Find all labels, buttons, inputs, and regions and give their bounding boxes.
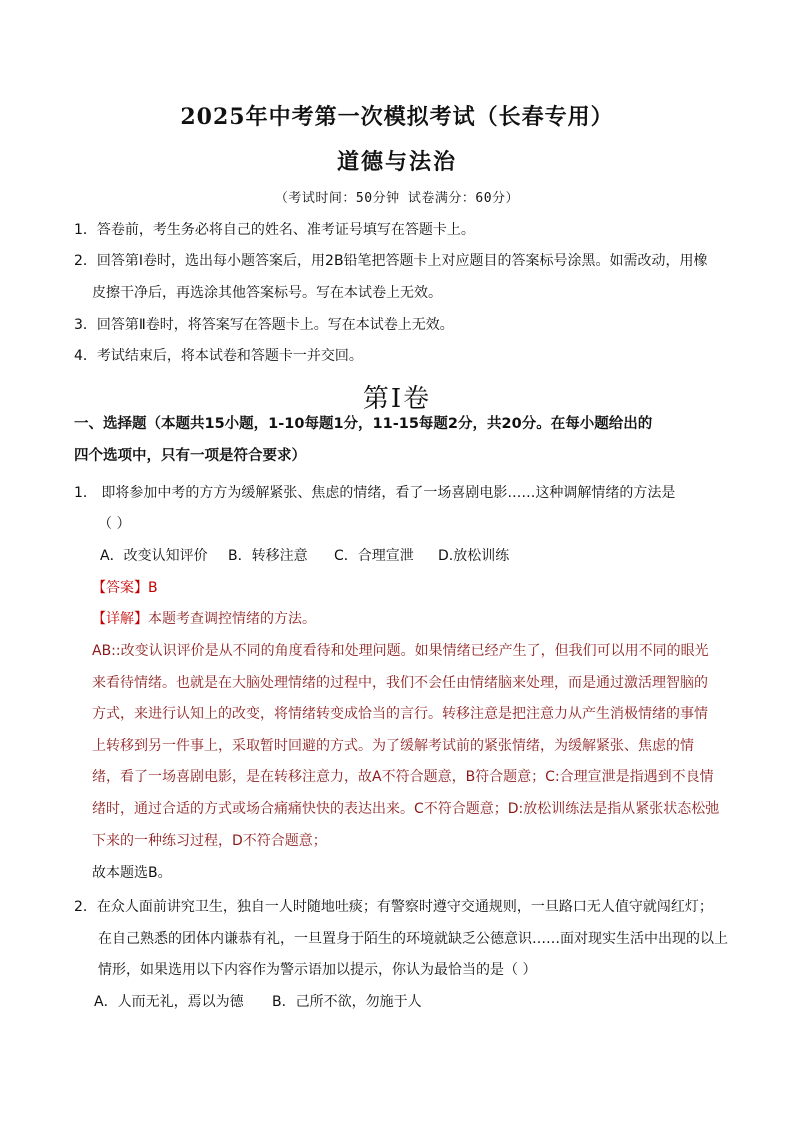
instruction-3: 3．回答第Ⅱ卷时，将答案写在答题卡上。写在本试卷上无效。 [74, 317, 454, 333]
answer-value: B [148, 580, 158, 596]
answer-label: 【答案】 [92, 580, 148, 596]
q1-option-c: C．合理宣泄 [334, 548, 414, 564]
explanation-line: 绪，看了一场喜剧电影，是在转移注意力，故A不符合题意，B符合题意；C:合理宣泄是指遇到不良情 [92, 769, 714, 785]
explanation-line: 方式，来进行认知上的改变，将情绪转变成恰当的言行。转移注意是把注意力从产生消极情绪的事情 [92, 706, 708, 722]
explanation-line: 来看待情绪。也就是在大脑处理情绪的过程中，我们不会任由情绪脑来处理，而是通过激活理智脑的 [92, 675, 708, 691]
explanation-line: 绪时，通过合适的方式或场合痛痛快快的表达出来。C不符合题意；D:放松训练法是指从紧张状态松弛 [92, 801, 720, 817]
q2-option-b: B．己所不欲，勿施于人 [272, 994, 422, 1010]
explanation-line: 上转移到另一件事上，采取暂时回避的方式。为了缓解考试前的紧张情绪，为缓解紧张、焦虑的情 [92, 738, 694, 754]
exam-title: 2025年中考第一次模拟考试（长春专用） [180, 104, 614, 130]
q1-option-a: A．改变认知评价 [100, 548, 208, 564]
volume-title: 第Ⅰ卷 [362, 384, 432, 414]
instruction-4: 4．考试结束后，将本试卷和答题卡一并交回。 [74, 348, 363, 364]
q2-option-a: A．人而无礼，焉以为德 [94, 994, 244, 1010]
explanation-line: AB::改变认识评价是从不同的角度看待和处理问题。如果情绪已经产生了，但我们可以用不同的眼光 [92, 643, 709, 659]
instruction-2: 2．回答第Ⅰ卷时，选出每小题答案后，用2B铅笔把答题卡上对应题目的答案标号涂黑。如需改动，用橡 [74, 253, 708, 269]
q1-blank: （ ） [98, 516, 131, 532]
exam-info: （考试时间：50分钟 试卷满分：60分） [274, 191, 520, 206]
section-heading-line2: 四个选项中，只有一项是符合要求） [74, 448, 306, 464]
q2-stem-line3: 情形，如果选用以下内容作为警示语加以提示，你认为最恰当的是（ ） [98, 962, 537, 978]
q1-answer [92, 578, 158, 598]
q1-option-d: D.放松训练 [438, 548, 510, 564]
detail-intro: 本题考查调控情绪的方法。 [148, 611, 316, 627]
instruction-2-cont: 皮擦干净后，再选涂其他答案标号。写在本试卷上无效。 [92, 285, 442, 301]
q2-stem-line2: 在自己熟悉的团体内谦恭有礼，一旦置身于陌生的环境就缺乏公德意识……面对现实生活中出现的以上 [98, 931, 728, 947]
q2-options [94, 992, 422, 1012]
subject-title: 道德与法治 [336, 149, 457, 175]
explanation-line: 下来的一种练习过程，D不符合题意； [92, 833, 327, 849]
q1-option-b: B．转移注意 [228, 548, 308, 564]
q1-conclusion: 故本题选B。 [92, 865, 172, 881]
q2-stem-line1: 2．在众人面前讲究卫生，独自一人时随地吐痰；有警察时遵守交通规则，一旦路口无人值守就闯红灯； [74, 899, 713, 915]
q1-stem: 1． 即将参加中考的方方为缓解紧张、焦虑的情绪，看了一场喜剧电影……这种调解情绪的方法是 [74, 485, 676, 501]
section-heading-line1: 一、选择题（本题共15小题，1-10每题1分，11-15每题2分，共20分。在每小题给出的 [74, 416, 653, 432]
q1-options [100, 546, 509, 566]
detail-label: 【详解】 [92, 611, 148, 627]
q1-detail [92, 609, 316, 629]
instruction-1: 1．答卷前，考生务必将自己的姓名、准考证号填写在答题卡上。 [74, 222, 475, 238]
